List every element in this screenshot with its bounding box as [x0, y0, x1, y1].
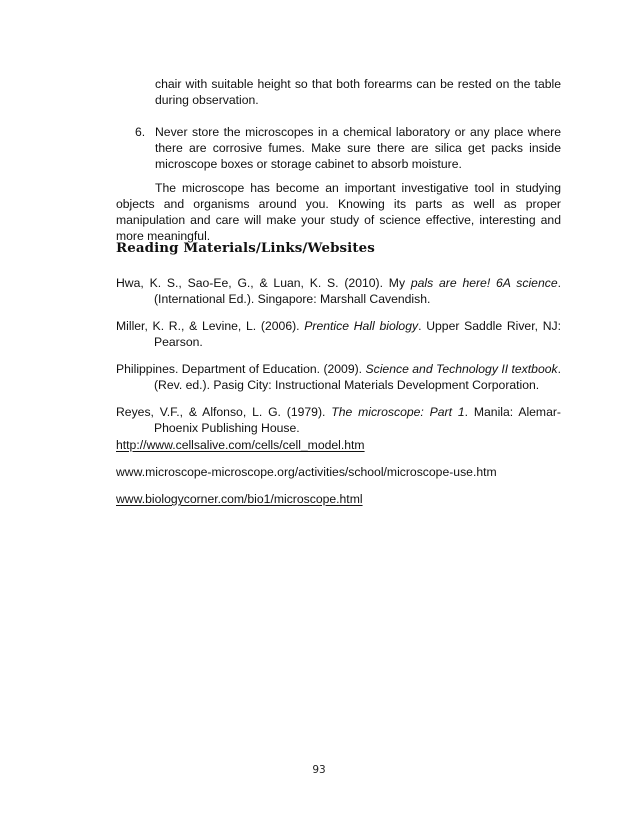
reference-item — [116, 318, 561, 350]
reference-lead: Reyes, V.F., & Alfonso, L. G. (1979). — [116, 405, 332, 419]
link-item — [116, 464, 561, 480]
reference-tail: . Manila: Alemar-Phoenix Publishing House. — [154, 405, 561, 435]
reference-title: Science and Technology II textbook — [365, 362, 558, 376]
link-item — [116, 437, 561, 453]
link-microscope-use: www.microscope-microscope.org/activities/school/microscope-use.htm — [116, 465, 497, 479]
reference-title: The microscope: Part 1 — [331, 405, 465, 419]
list-item-continuation: chair with suitable height so that both forearms can be rested on the table during observation. — [155, 77, 561, 107]
reference-list — [116, 275, 561, 447]
reference-lead: Miller, K. R., & Levine, L. (2006). — [116, 319, 305, 333]
reference-lead: Philippines. Department of Education. (2009). — [116, 362, 366, 376]
link-item — [116, 491, 561, 507]
list-item-6 — [135, 124, 561, 172]
link-list — [116, 437, 561, 518]
reference-tail: . (Rev. ed.). Pasig City: Instructional Materials Development Corporation. — [154, 362, 561, 392]
list-item-text: Never store the microscopes in a chemical laboratory or any place where there are corrosive fumes. Make sure there are silica get packs inside microscope boxes or storage cabinet to absorb moisture. — [155, 125, 561, 171]
reference-item — [116, 404, 561, 436]
reference-title: pals are here! 6A science — [410, 276, 558, 290]
reference-tail: . (International Ed.). Singapore: Marshall Cavendish. — [154, 276, 561, 306]
section-heading: Reading Materials/Links/Websites — [116, 240, 375, 256]
page-number: 93 — [312, 764, 326, 776]
link-biologycorner[interactable]: www.biologycorner.com/bio1/microscope.html — [116, 492, 363, 506]
reference-tail: . Upper Saddle River, NJ: Pearson. — [154, 319, 562, 349]
reference-item — [116, 361, 561, 393]
reference-lead: Hwa, K. S., Sao-Ee, G., & Luan, K. S. (2010). My — [116, 276, 411, 290]
reference-item — [116, 275, 561, 307]
reference-title: Prentice Hall biology — [304, 319, 419, 333]
list-item-number: 6. — [135, 125, 146, 139]
link-cellsalive[interactable]: http://www.cellsalive.com/cells/cell_model.htm — [116, 438, 365, 452]
summary-paragraph: The microscope has become an important investigative tool in studying objects and organisms around you. Knowing its parts as well as proper manipulation and care will make your study of science effective, interesting and more meaningful. — [116, 181, 561, 243]
